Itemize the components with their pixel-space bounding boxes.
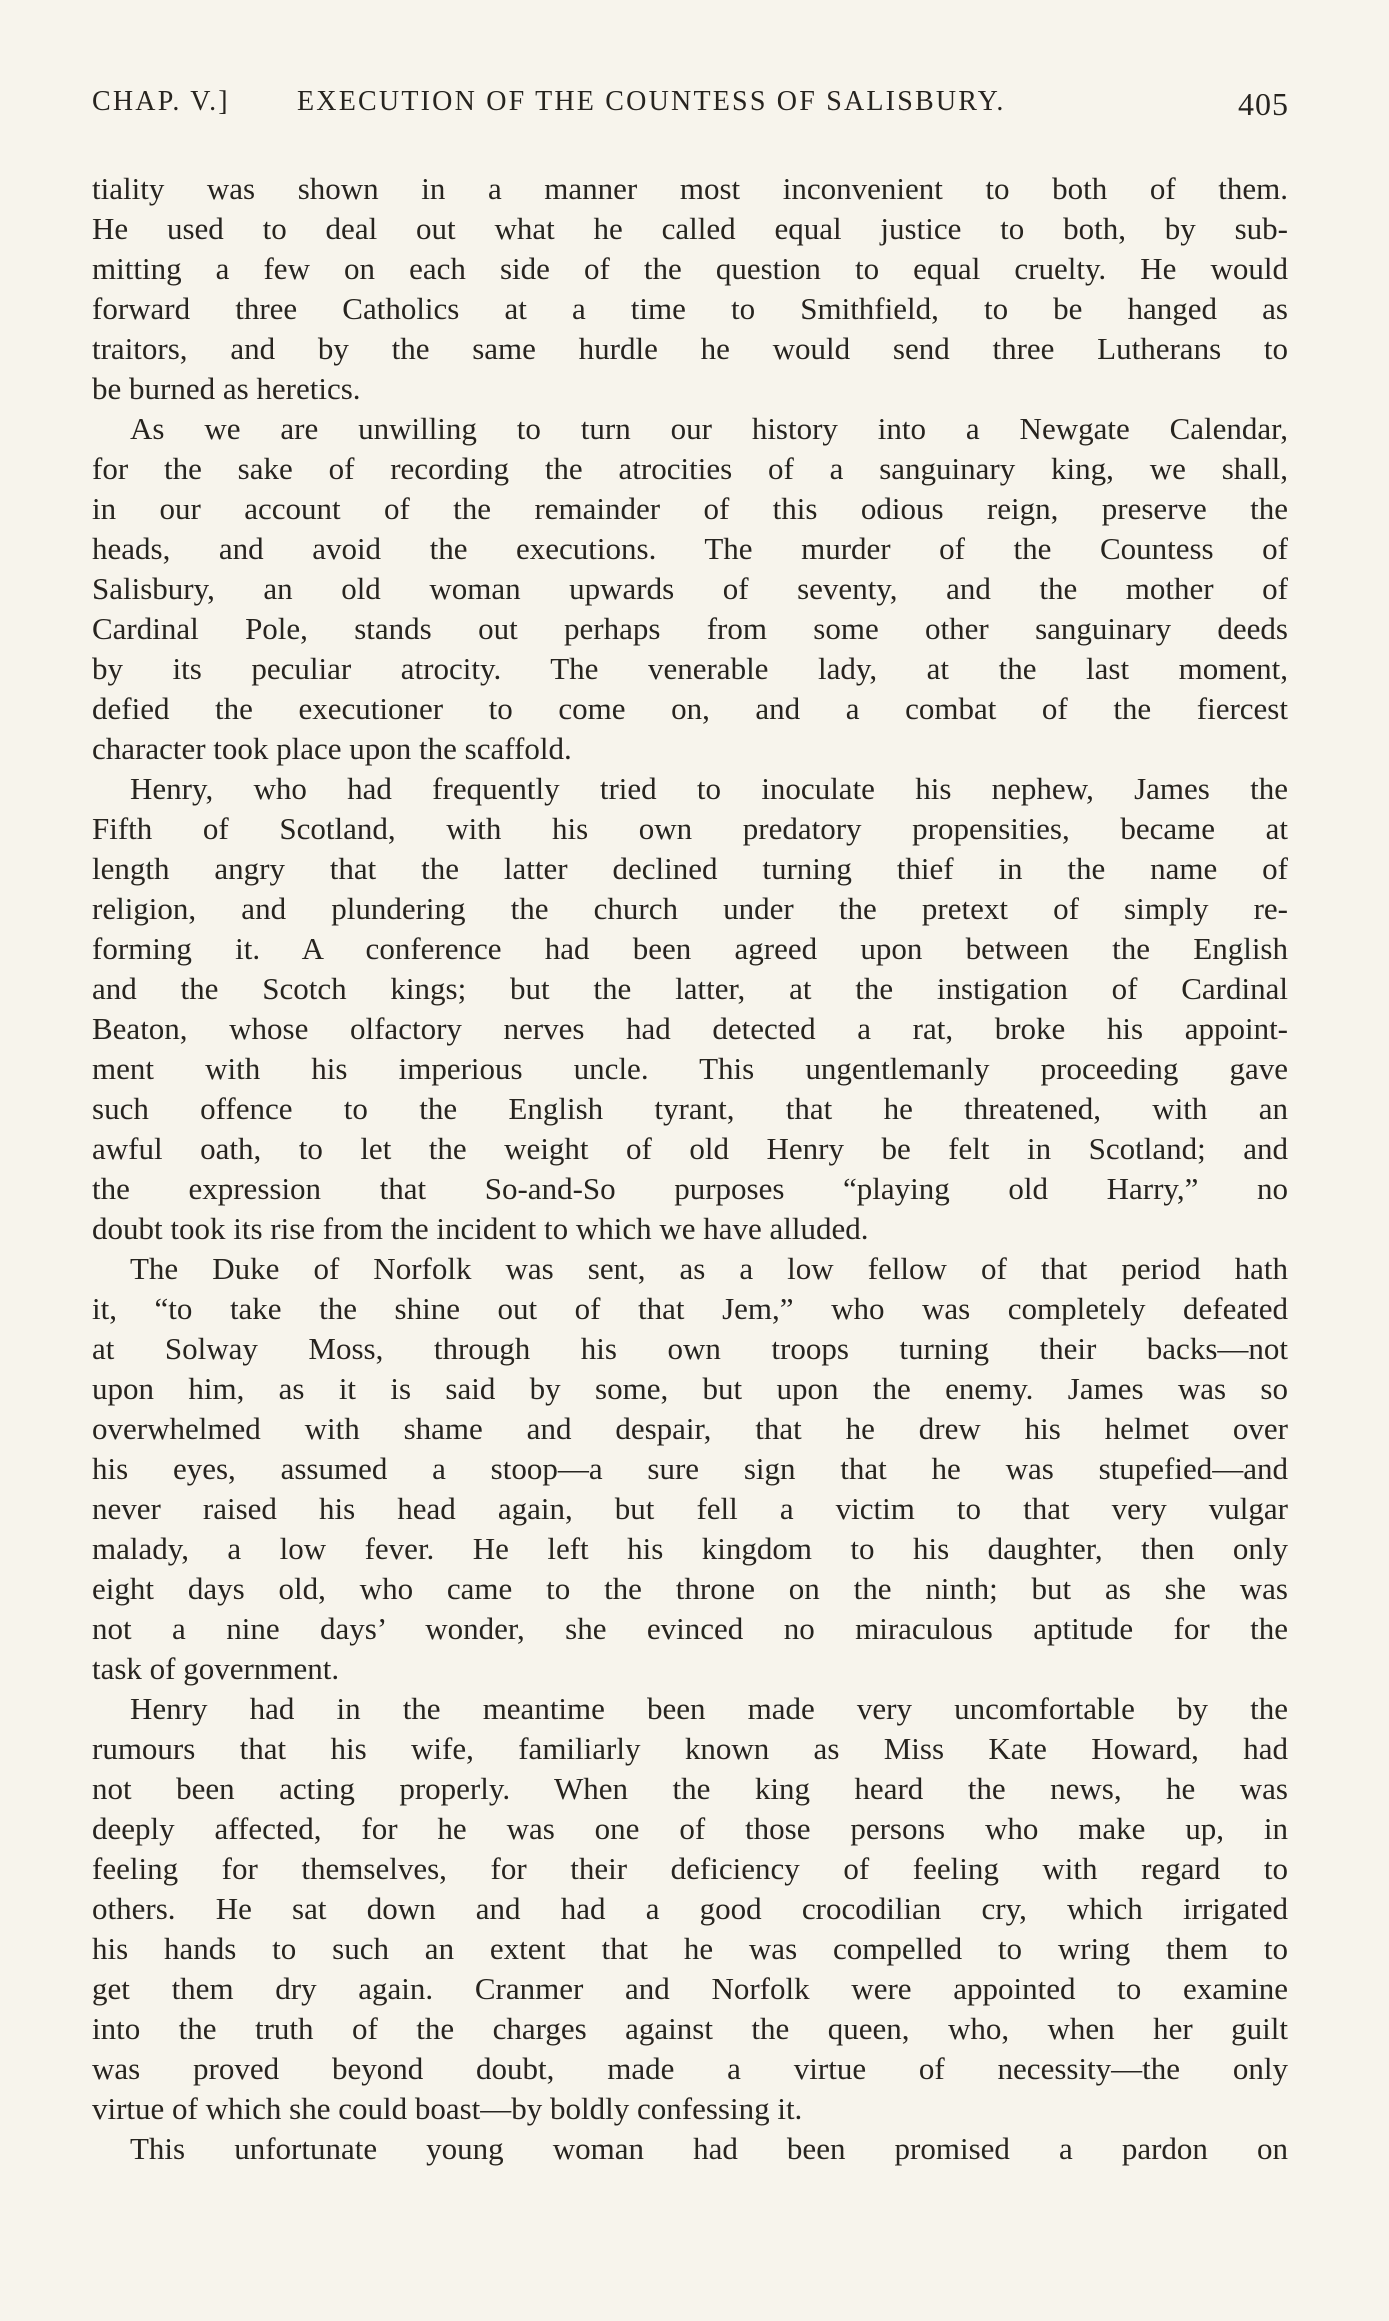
text-line: Henry had in the meantime been made very uncomfortable by the	[130, 1691, 1288, 1726]
body-text	[92, 169, 1288, 2169]
text-line: eight days old, who came to the throne on the ninth; but as she was	[92, 1571, 1288, 1606]
text-line: Henry, who had frequently tried to inoculate his nephew, James the	[130, 771, 1288, 806]
text-line: by its peculiar atrocity. The venerable lady, at the last moment,	[92, 651, 1288, 686]
text-line: not been acting properly. When the king heard the news, he was	[92, 1771, 1288, 1806]
text-line: As we are unwilling to turn our history into a Newgate Calendar,	[130, 411, 1288, 446]
text-line: Cardinal Pole, stands out perhaps from some other sanguinary deeds	[92, 611, 1288, 646]
text-line: for the sake of recording the atrocities of a sanguinary king, we shall,	[92, 451, 1288, 486]
text-line: heads, and avoid the executions. The murder of the Countess of	[92, 531, 1288, 566]
chapter-title: EXECUTION OF THE COUNTESS OF SALISBURY.	[297, 86, 1006, 117]
page-number: 405	[1238, 86, 1289, 122]
paragraph	[92, 409, 1288, 769]
text-line: it, “to take the shine out of that Jem,” who was completely defeated	[92, 1291, 1288, 1326]
text-line: such offence to the English tyrant, that he threatened, with an	[92, 1091, 1288, 1126]
text-line: not a nine days’ wonder, she evinced no miraculous aptitude for the	[92, 1611, 1288, 1646]
text-line: virtue of which she could boast—by boldly confessing it.	[92, 2091, 803, 2126]
paragraph	[92, 1249, 1288, 1689]
paragraph	[92, 169, 1288, 409]
text-line: deeply affected, for he was one of those persons who make up, in	[92, 1811, 1288, 1846]
text-line: defied the executioner to come on, and a combat of the fiercest	[92, 691, 1288, 726]
text-line: awful oath, to let the weight of old Henry be felt in Scotland; and	[92, 1131, 1288, 1166]
text-line: at Solway Moss, through his own troops turning their backs—not	[92, 1331, 1288, 1366]
text-line: be burned as heretics.	[92, 371, 361, 406]
text-line: upon him, as it is said by some, but upon the enemy. James was so	[92, 1371, 1288, 1406]
text-line: Fifth of Scotland, with his own predatory propensities, became at	[92, 811, 1288, 846]
text-line: get them dry again. Cranmer and Norfolk were appointed to examine	[92, 1971, 1288, 2006]
text-line: mitting a few on each side of the question to equal cruelty. He would	[92, 251, 1288, 286]
chapter-label: CHAP. V.]	[92, 86, 230, 117]
text-line: The Duke of Norfolk was sent, as a low fellow of that period hath	[130, 1251, 1288, 1286]
text-line: in our account of the remainder of this odious reign, preserve the	[92, 491, 1288, 526]
text-line: task of government.	[92, 1651, 340, 1686]
text-line: ment with his imperious uncle. This ungentlemanly proceeding gave	[92, 1051, 1288, 1086]
text-line: forward three Catholics at a time to Smithfield, to be hanged as	[92, 291, 1288, 326]
text-line: his hands to such an extent that he was compelled to wring them to	[92, 1931, 1288, 1966]
text-line: Beaton, whose olfactory nerves had detected a rat, broke his appoint-	[92, 1011, 1288, 1046]
text-line: length angry that the latter declined turning thief in the name of	[92, 851, 1288, 886]
text-line: his eyes, assumed a stoop—a sure sign that he was stupefied—and	[92, 1451, 1288, 1486]
paragraph	[92, 2129, 1288, 2169]
text-line: feeling for themselves, for their deficiency of feeling with regard to	[92, 1851, 1288, 1886]
running-head	[92, 86, 1289, 134]
text-line: was proved beyond doubt, made a virtue of necessity—the only	[92, 2051, 1288, 2086]
text-line: doubt took its rise from the incident to which we have alluded.	[92, 1211, 869, 1246]
text-line: religion, and plundering the church under the pretext of simply re-	[92, 891, 1288, 926]
text-line: Salisbury, an old woman upwards of seventy, and the mother of	[92, 571, 1288, 606]
text-line: never raised his head again, but fell a victim to that very vulgar	[92, 1491, 1288, 1526]
text-line: rumours that his wife, familiarly known as Miss Kate Howard, had	[92, 1731, 1288, 1766]
text-line: He used to deal out what he called equal justice to both, by sub-	[92, 211, 1288, 246]
paragraph	[92, 1689, 1288, 2129]
text-line: and the Scotch kings; but the latter, at the instigation of Cardinal	[92, 971, 1288, 1006]
text-line: the expression that So-and-So purposes “playing old Harry,” no	[92, 1171, 1288, 1206]
text-line: malady, a low fever. He left his kingdom to his daughter, then only	[92, 1531, 1288, 1566]
text-line: tiality was shown in a manner most inconvenient to both of them.	[92, 171, 1288, 206]
text-line: others. He sat down and had a good crocodilian cry, which irrigated	[92, 1891, 1288, 1926]
text-line: This unfortunate young woman had been promised a pardon on	[130, 2131, 1288, 2166]
text-line: character took place upon the scaffold.	[92, 731, 572, 766]
text-line: overwhelmed with shame and despair, that he drew his helmet over	[92, 1411, 1288, 1446]
text-line: into the truth of the charges against the queen, who, when her guilt	[92, 2011, 1288, 2046]
paragraph	[92, 769, 1288, 1249]
text-line: forming it. A conference had been agreed upon between the English	[92, 931, 1288, 966]
text-line: traitors, and by the same hurdle he would send three Lutherans to	[92, 331, 1288, 366]
